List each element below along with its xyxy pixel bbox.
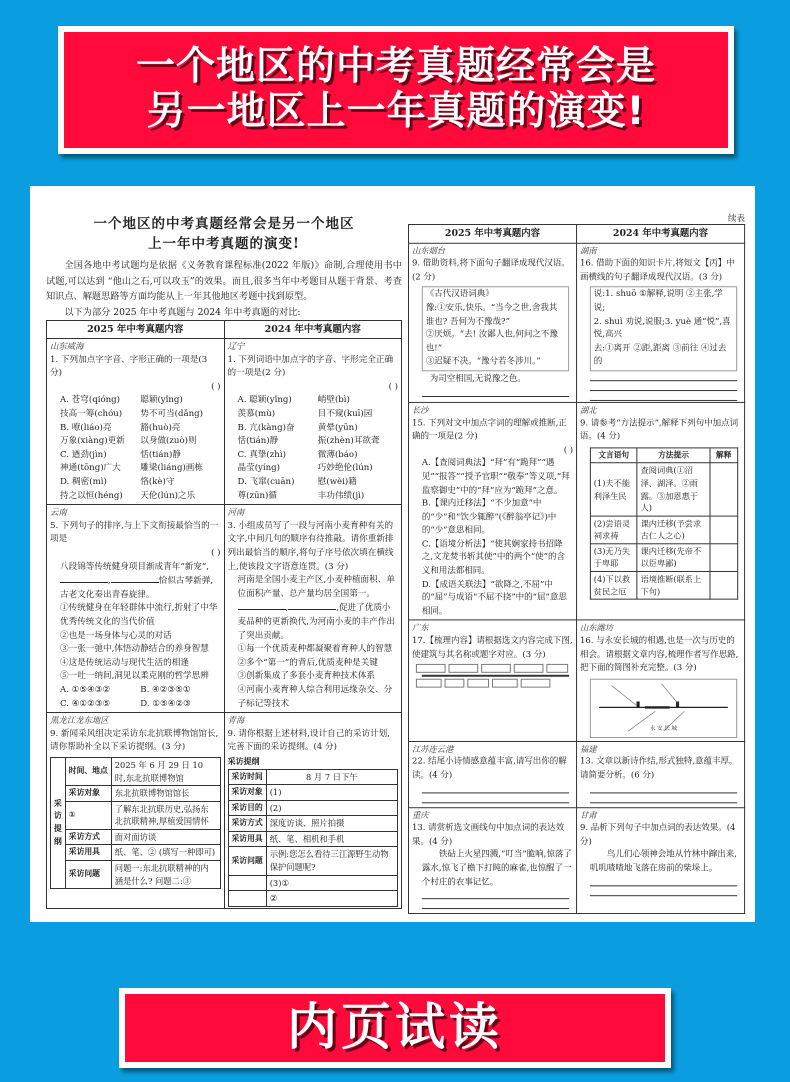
option-text: 豁(huò)亮 xyxy=(140,422,181,433)
options-list xyxy=(412,458,573,619)
outline-subtitle: 采访提纲 xyxy=(227,756,260,766)
option-text: D. ①⑤④②③ xyxy=(140,698,191,709)
answer-line[interactable] xyxy=(590,895,737,896)
option-row xyxy=(238,394,399,408)
method-answer[interactable] xyxy=(710,544,738,572)
doc-title-line-1: 一个地区的中考真题经常会是另一个地区 xyxy=(93,216,355,232)
outline-label xyxy=(228,875,266,891)
outline-row xyxy=(228,769,398,785)
answer-line[interactable] xyxy=(590,885,737,886)
method-hint: 课内迁移(予尝求古仁人之心) xyxy=(637,516,710,544)
knowledge-entry: 说:1. shuō ①解释,说明 ②主张,学说; xyxy=(593,289,723,313)
question-text: 17.【梳理内容】请根据选文内容完成下图,使建筑与其名称或题字对应。(3 分) xyxy=(411,636,573,660)
answer-paren: ( ) xyxy=(388,381,398,392)
option-text: 羡慕(mù) xyxy=(237,409,276,420)
region-label: 辽宁 xyxy=(227,341,245,352)
option-row xyxy=(60,408,221,422)
option-text: B.【课内迁移法】“不少加意”中的“少”和“饮少辄醉”(《醉翁亭记》)中的“少”意思相同。 xyxy=(421,498,557,536)
question-text: 16. 借助下面的知识卡片,将短文【丙】中画横线的句子翻译成现代汉语。(3 分) xyxy=(579,258,735,283)
region-label: 湖北 xyxy=(579,404,597,415)
passage-text: 河南是全国小麦主产区,小麦种植面积、单位面积产量、总产量均居全国第一。, ,促进了优质小麦品种的更新换代,为河南小麦的丰产作出了突出贡献。 xyxy=(237,575,395,641)
option-row xyxy=(238,462,399,476)
answer-blank[interactable] xyxy=(60,574,108,583)
outline-label: 采访对象 xyxy=(228,785,266,801)
option-text: A. ①⑤④③② xyxy=(60,684,111,695)
outline-value: 2025 年 6 月 29 日 10 时,东北抗联博物馆 xyxy=(111,757,220,785)
flow-box xyxy=(514,664,544,673)
branch-line xyxy=(612,685,637,705)
option-text: B. 嘹(liáo)亮 xyxy=(60,422,112,433)
option-row xyxy=(60,698,221,712)
method-row xyxy=(590,463,737,516)
sentence-item: ①传统健身在年轻群体中流行,折射了中华优秀传统文化的当代价值 xyxy=(60,603,218,627)
outline-row xyxy=(228,800,398,816)
table-row xyxy=(408,620,744,741)
outline-value[interactable]: (3)① xyxy=(266,875,397,891)
region-label: 江苏连云港 xyxy=(411,743,454,754)
passage-start: 八段锦等传统健身项目渐成青年“新宠”, xyxy=(60,561,210,572)
outline-row xyxy=(51,757,221,785)
option-text: 天伦(lún)之乐 xyxy=(140,490,196,501)
outline-value[interactable]: (1) xyxy=(266,785,397,801)
region-label: 山东威海 xyxy=(50,341,84,352)
method-row xyxy=(590,516,737,544)
answer-paren: ( ) xyxy=(211,381,221,392)
option-row xyxy=(238,408,399,422)
outline-row xyxy=(228,831,398,847)
option-text: C. ④①②③⑤ xyxy=(60,698,111,709)
option-text: 尊(zūn)循 xyxy=(237,490,277,501)
sentence-item: ③一张一弛中,体悟动静结合的养身智慧 xyxy=(60,644,209,655)
flow-diagram-top xyxy=(416,664,573,673)
option-row xyxy=(238,422,399,436)
comparison-table-right xyxy=(408,224,745,914)
outline-value: 面对面访谈 xyxy=(111,829,220,845)
outline-row xyxy=(51,861,221,889)
banner-line-2: 另一地区上一年真题的演变! xyxy=(146,89,646,134)
knowledge-entry: 去:①离开 ②距,距离 ③前往 ④过去的 xyxy=(593,343,727,367)
outline-value: 纸、笔、相机和手机 xyxy=(266,831,397,847)
sentence-item: ④这是传统运动与现代生活的相逢 xyxy=(60,657,189,668)
document-page xyxy=(30,186,755,922)
outline-row xyxy=(228,816,398,832)
bottom-banner xyxy=(119,988,671,1068)
branch-line xyxy=(661,683,678,703)
option-text: A.【查阅词典法】“拜”有“跪拜”“遇见”“报答”“授予官职”“敬奉”等义项,“拜监察御史”中的“拜”应为“跪拜”之意。 xyxy=(421,458,570,496)
top-banner xyxy=(58,26,734,154)
translate-sentence: 为司空相国,无说豫之色。 xyxy=(429,374,526,385)
option-text: C. 真挚(zhì) xyxy=(237,449,286,460)
option-row xyxy=(60,476,221,490)
question-text: 16. 与永安长城的相遇,也是一次与历史的相会。请根据文章内容,梳理作者写作思路,把下面的简图补充完整。(3 分) xyxy=(579,636,739,674)
outline-row xyxy=(228,875,398,891)
table-row xyxy=(408,807,744,913)
option-row xyxy=(60,490,221,504)
interview-outline-table xyxy=(50,757,221,889)
flow-box xyxy=(445,679,465,688)
method-answer[interactable] xyxy=(710,516,738,544)
outline-row xyxy=(228,785,398,801)
outline-label: 时间、地点 xyxy=(65,757,111,785)
region-label: 重庆 xyxy=(411,809,429,820)
intro-comparison: 以下为部分 2025 年中考真题与 2024 年中考真题的对比: xyxy=(64,306,301,318)
option-text: 持之以恒(héng) xyxy=(60,490,123,501)
region-label: 黑龙江龙东地区 xyxy=(50,715,109,726)
knowledge-entry: 2. shuì 劝说,说服;3. yuè 通“悦”,喜悦,高兴 xyxy=(593,316,731,340)
method-sentence: (4)下以救贫民之厄 xyxy=(590,572,637,600)
flow-divider xyxy=(422,675,569,677)
outline-label: 采访方式 xyxy=(228,816,266,832)
option-row xyxy=(60,684,221,698)
region-label: 甘肃 xyxy=(579,809,597,820)
option-text: 势不可当(dǎng) xyxy=(140,409,203,420)
region-label: 湖南 xyxy=(579,245,597,256)
option-text: A. 苍穹(qióng) xyxy=(60,395,121,406)
question-text: 3. 小组成员写了一段与河南小麦育种有关的文字,中间几句的顺序有待推敲。请你重新排列出最恰当的顺序,将句子序号依次填在横线上,使该段文字语意连贯。(3 分) xyxy=(227,520,394,572)
option-text: 恪(kè)守 xyxy=(140,477,175,488)
option-text: 晶莹(yíng) xyxy=(237,463,281,474)
region-label: 长沙 xyxy=(411,404,429,415)
outline-label: 采访用具 xyxy=(228,831,266,847)
option-text: A. 聪颖(yǐng) xyxy=(237,395,292,406)
flow-blank-box[interactable] xyxy=(521,679,551,688)
option-text: 黄晕(yūn) xyxy=(317,422,358,433)
doc-title-line-2: 上一年中考真题的演变! xyxy=(148,236,300,252)
region-label: 山东潍坊 xyxy=(579,622,614,633)
options-list xyxy=(50,684,221,711)
intro-paragraph: 全国各地中考试题均是依据《义务教育课程标准(2022 年版)》命制,合理使用书中试题,可以达到 “他山之石,可以攻玉”的效果。而且,很多当年中考题目从题干背景、考查知识点、解题思路等方面均能从上一年其他地区考题中找到原型。 xyxy=(46,260,402,302)
sentence-item: ③创新集成了多套小麦育种技术体系 xyxy=(237,671,376,682)
option-text: 丰功伟绩(jì) xyxy=(317,490,365,501)
method-answer[interactable] xyxy=(710,463,738,516)
sentence-item: ②多个“第一”的背后,优质麦种是关键 xyxy=(237,657,378,668)
option-row xyxy=(238,449,399,463)
flow-blank-box[interactable] xyxy=(416,664,446,673)
option-text: D.【成语关联法】“欲降之,不屈”中的“屈”与成语“不屈不挠”中的“屈”意思相同。 xyxy=(421,579,567,617)
flow-box xyxy=(449,664,479,673)
question-text: 9. 请你根据上述材料,设计自己的采访计划,完善下面的采访提纲。(4 分) xyxy=(227,728,390,753)
passage-text: 八段锦等传统健身项目渐成青年“新宠”,, 恰似古琴新弹,古老文化奏出青春旋律。 xyxy=(60,561,214,600)
outline-label: 采访对象 xyxy=(65,786,111,802)
options-list xyxy=(50,394,221,503)
method-sentence: (2)尝语灵祠求祷 xyxy=(590,516,637,544)
option-text: 神通(tōng)广大 xyxy=(60,463,121,474)
option-row xyxy=(238,435,399,449)
flow-box xyxy=(467,679,489,688)
option-row xyxy=(238,490,399,504)
region-label: 广东 xyxy=(411,622,429,633)
outline-label: 采访时间 xyxy=(228,769,266,785)
method-header: 解释 xyxy=(710,448,738,463)
dictionary-entry: ③迟疑不决。“豫兮若冬涉川。” xyxy=(425,356,541,367)
question-text: 9. 品析下列句子中加点词的表达效果。(4 分) xyxy=(579,823,736,847)
answer-paren: ( ) xyxy=(563,445,574,456)
outline-row xyxy=(228,891,398,907)
region-label: 青海 xyxy=(227,715,245,726)
answer-line[interactable] xyxy=(590,380,737,381)
answer-line[interactable] xyxy=(590,792,737,793)
sentence-items xyxy=(50,602,221,684)
outline-label: 采访问题 xyxy=(228,847,266,875)
col-header-2024: 2024 年中考真题内容 xyxy=(224,320,402,339)
option-text: 技高一筹(chóu) xyxy=(60,409,123,420)
wall-marker xyxy=(636,701,639,707)
method-header: 文言语句 xyxy=(590,448,637,463)
comparison-table-left xyxy=(46,320,402,909)
option-text: 目不窥(kuī)园 xyxy=(317,409,373,420)
outline-value[interactable]: (2) xyxy=(266,800,397,816)
table-row xyxy=(47,505,402,713)
sentence-item: ④河南小麦育种人综合利用远缘杂交、分子标记等技术 xyxy=(237,684,393,709)
option-text: 万象(xiàng)更新 xyxy=(60,436,125,447)
sentence-items xyxy=(228,643,399,711)
options-list xyxy=(228,394,399,503)
method-row xyxy=(590,544,737,572)
question-text: 9. 请参考“方法提示”,解释下列句中加点词语。(4 分) xyxy=(579,418,739,442)
method-hint: 语境推断(联系上下句) xyxy=(637,572,710,600)
question-text: 1. 下列加点字字音、字形正确的一项是(3 分) xyxy=(50,354,208,379)
answer-line[interactable] xyxy=(422,792,569,793)
sentence-item: ②也是一场身体与心灵的对话 xyxy=(60,630,172,641)
outline-value: 8 月 7 日下午 xyxy=(266,769,397,785)
outline-row xyxy=(51,786,221,802)
option-text: C. 遒劲(jìn) xyxy=(60,449,107,460)
option-text: B. ④②③⑤① xyxy=(140,684,191,695)
flow-blank-box[interactable] xyxy=(481,664,511,673)
dictionary-entry: 豫:①安乐,快乐。“当今之世,舍我其谁也? 吾何为不豫哉?” xyxy=(425,303,558,327)
outline-label: 采访方式 xyxy=(65,829,111,845)
option-text: 恬(tián)静 xyxy=(140,449,182,460)
option-text: D. 稠密(mì) xyxy=(60,477,107,488)
option-text: C.【语境分析法】“使其娴家持书招降之,文龙焚书斩其使”中的两个“使”的含义和用法都相同。 xyxy=(421,539,566,576)
option-text: 微薄(báo) xyxy=(317,449,358,460)
table-row xyxy=(408,741,744,807)
region-label: 河南 xyxy=(227,507,245,518)
option-text: 以身做(zuò)则 xyxy=(140,436,197,447)
left-column xyxy=(46,214,402,909)
question-text: 22. 结尾小诗情感意蕴丰富,请写出你的解读。(4 分) xyxy=(411,757,567,781)
option-text: 聪颖(yǐng) xyxy=(140,395,183,406)
sentence-item: ⑤一吐一纳间,洞见以柔克刚的哲学思辨 xyxy=(60,671,209,682)
option-text: 恬(tián)静 xyxy=(237,436,279,447)
outline-row xyxy=(51,829,221,845)
answer-line[interactable] xyxy=(422,802,569,803)
outline-value[interactable]: 纸、笔、② (填写一种即可) xyxy=(111,845,220,861)
outline-row xyxy=(51,845,221,861)
answer-line[interactable] xyxy=(590,400,737,401)
passage-text: 鸟儿们心领神会地从竹林中蹿出来,叽叽喳喳地飞落在房前的柴垛上。 xyxy=(589,850,737,874)
table-row xyxy=(47,713,402,909)
option-text: D. 飞窜(cuān) xyxy=(237,477,295,488)
method-hint: 课内迁移(先帝不以臣卑鄙) xyxy=(637,544,710,572)
table-row xyxy=(408,402,744,620)
col-header-2025: 2025 年中考真题内容 xyxy=(408,224,576,242)
method-sentence: (3)无乃失于卑耶 xyxy=(590,544,637,572)
outline-value: 东北抗联博物馆馆长 xyxy=(111,786,220,802)
dictionary-box xyxy=(422,287,569,372)
outline-value: 深度访谈、照片拍摄 xyxy=(266,816,397,832)
option-row xyxy=(238,476,399,490)
option-row xyxy=(60,449,221,463)
question-text: 5. 下列句子的排序,与上下文衔接最恰当的一项是 xyxy=(50,520,219,545)
option-row xyxy=(60,394,221,408)
passage-end: 恰似古琴新弹,古老文化奏出青春旋律。 xyxy=(60,576,214,600)
preview-label: 内页试读 xyxy=(287,998,503,1057)
option-text: 雕梁(liáng)画栋 xyxy=(140,463,203,474)
diagram-caption: 永 安 长 城 xyxy=(649,726,677,733)
method-sentence: (1)夫不能利泽生民 xyxy=(590,463,637,516)
method-row xyxy=(590,572,737,600)
option-row xyxy=(60,422,221,436)
sentence-item: ①每一个优质麦种都凝聚着育种人的智慧 xyxy=(237,644,393,655)
outline-label: 采访问题 xyxy=(65,861,111,889)
outline-row xyxy=(228,847,398,875)
table-row xyxy=(47,339,402,505)
outline-value[interactable]: ② xyxy=(266,891,397,907)
table-row xyxy=(408,243,744,402)
option-row xyxy=(60,435,221,449)
banner-line-1: 一个地区的中考真题经常会是 xyxy=(135,44,656,90)
col-header-2025: 2025 年中考真题内容 xyxy=(47,320,225,339)
question-text: 9. 借助资料,将下面句子翻译成现代汉语。(2 分) xyxy=(411,258,570,283)
interview-outline-table xyxy=(228,769,399,907)
region-label: 云南 xyxy=(50,507,67,518)
answer-line[interactable] xyxy=(422,908,569,909)
col-header-2024: 2024 年中考真题内容 xyxy=(576,224,744,242)
answer-paren: ( ) xyxy=(211,548,221,558)
region-label: 山东烟台 xyxy=(411,245,446,256)
method-hint: 查阅词典(①沼泽、湖泽。②雨露。③加恩惠于人) xyxy=(637,463,710,516)
option-row xyxy=(60,462,221,476)
answer-line[interactable] xyxy=(422,898,569,899)
knowledge-card xyxy=(590,287,737,372)
dictionary-entry: 《古代汉语词典》 xyxy=(425,289,494,300)
answer-line[interactable] xyxy=(422,396,569,397)
option-text: 振(zhèn)耳欲聋 xyxy=(317,436,380,447)
route-diagram xyxy=(590,679,737,738)
question-text: 13. 文章以新诗作结,形式独特,意蕴丰厚。请简要分析。(6 分) xyxy=(579,757,738,781)
outline-label: ① xyxy=(65,801,111,829)
option-text: 峭壁(bì) xyxy=(317,395,350,406)
answer-blank[interactable] xyxy=(111,574,159,583)
flow-diagram-bottom xyxy=(416,679,573,688)
method-table xyxy=(590,447,738,600)
flow-box xyxy=(546,664,568,673)
question-text: 9. 新闻采风组决定采访东北抗联博物馆馆长,请你帮助补全以下采访提纲。(3 分) xyxy=(50,728,219,753)
outline-label xyxy=(228,891,266,907)
outline-side-label: 采访提纲 xyxy=(51,757,66,888)
question-text: 13. 请赏析选文画线句中加点词的表达效果。(4 分) xyxy=(411,823,565,847)
answer-line[interactable] xyxy=(590,802,737,803)
flow-box xyxy=(492,679,518,688)
region-label: 福建 xyxy=(579,743,597,754)
outline-value[interactable]: 问题一:东北抗联精神的内涵是什么? 问题二:③ xyxy=(111,861,220,889)
option-text: 巧妙绝伦(lún) xyxy=(317,463,373,474)
method-answer[interactable] xyxy=(710,572,738,600)
outline-label: 采访用具 xyxy=(65,845,111,861)
method-header: 方法提示 xyxy=(637,448,710,463)
passage-text: 铁砧上火星四溅,“叮当”脆响,惊落了露水,惊飞了檐下打盹的麻雀,也惊醒了一个村庄的农事记忆。 xyxy=(421,850,572,887)
question-text: 15. 下列对文中加点字词的理解或推断,正确的一项是(2 分) xyxy=(411,418,567,442)
flow-box xyxy=(416,679,442,688)
option-text: B. 亢(kàng)奋 xyxy=(237,422,295,433)
passage-start: 河南是全国小麦主产区,小麦种植面积、单位面积产量、总产量均居全国第一。 xyxy=(237,575,395,599)
outline-label: 采访目的 xyxy=(228,800,266,816)
dictionary-entry: ②厌烦。“去! 汝鄙人也,何问之不豫也!” xyxy=(425,329,558,354)
answer-line[interactable] xyxy=(590,390,737,391)
right-column xyxy=(408,224,745,914)
option-text: 慰(wèi)籍 xyxy=(317,477,357,488)
answer-blank[interactable] xyxy=(288,601,336,610)
question-text: 1. 下列词语中加点字的字音、字形完全正确的一项是(2 分) xyxy=(227,354,394,379)
outline-value[interactable]: 了解东北抗联历史,弘扬东北抗联精神,厚植爱国情怀 xyxy=(111,801,220,829)
continued-label: 续表 xyxy=(727,214,745,224)
outline-row xyxy=(51,801,221,829)
outline-value: 示例:您怎么看待三江源野生动物保护问题呢? xyxy=(266,847,397,875)
passage-end: ,促进了优质小麦品种的更新换代,为河南小麦的丰产作出了突出贡献。 xyxy=(237,603,395,641)
answer-blank[interactable] xyxy=(238,601,286,610)
